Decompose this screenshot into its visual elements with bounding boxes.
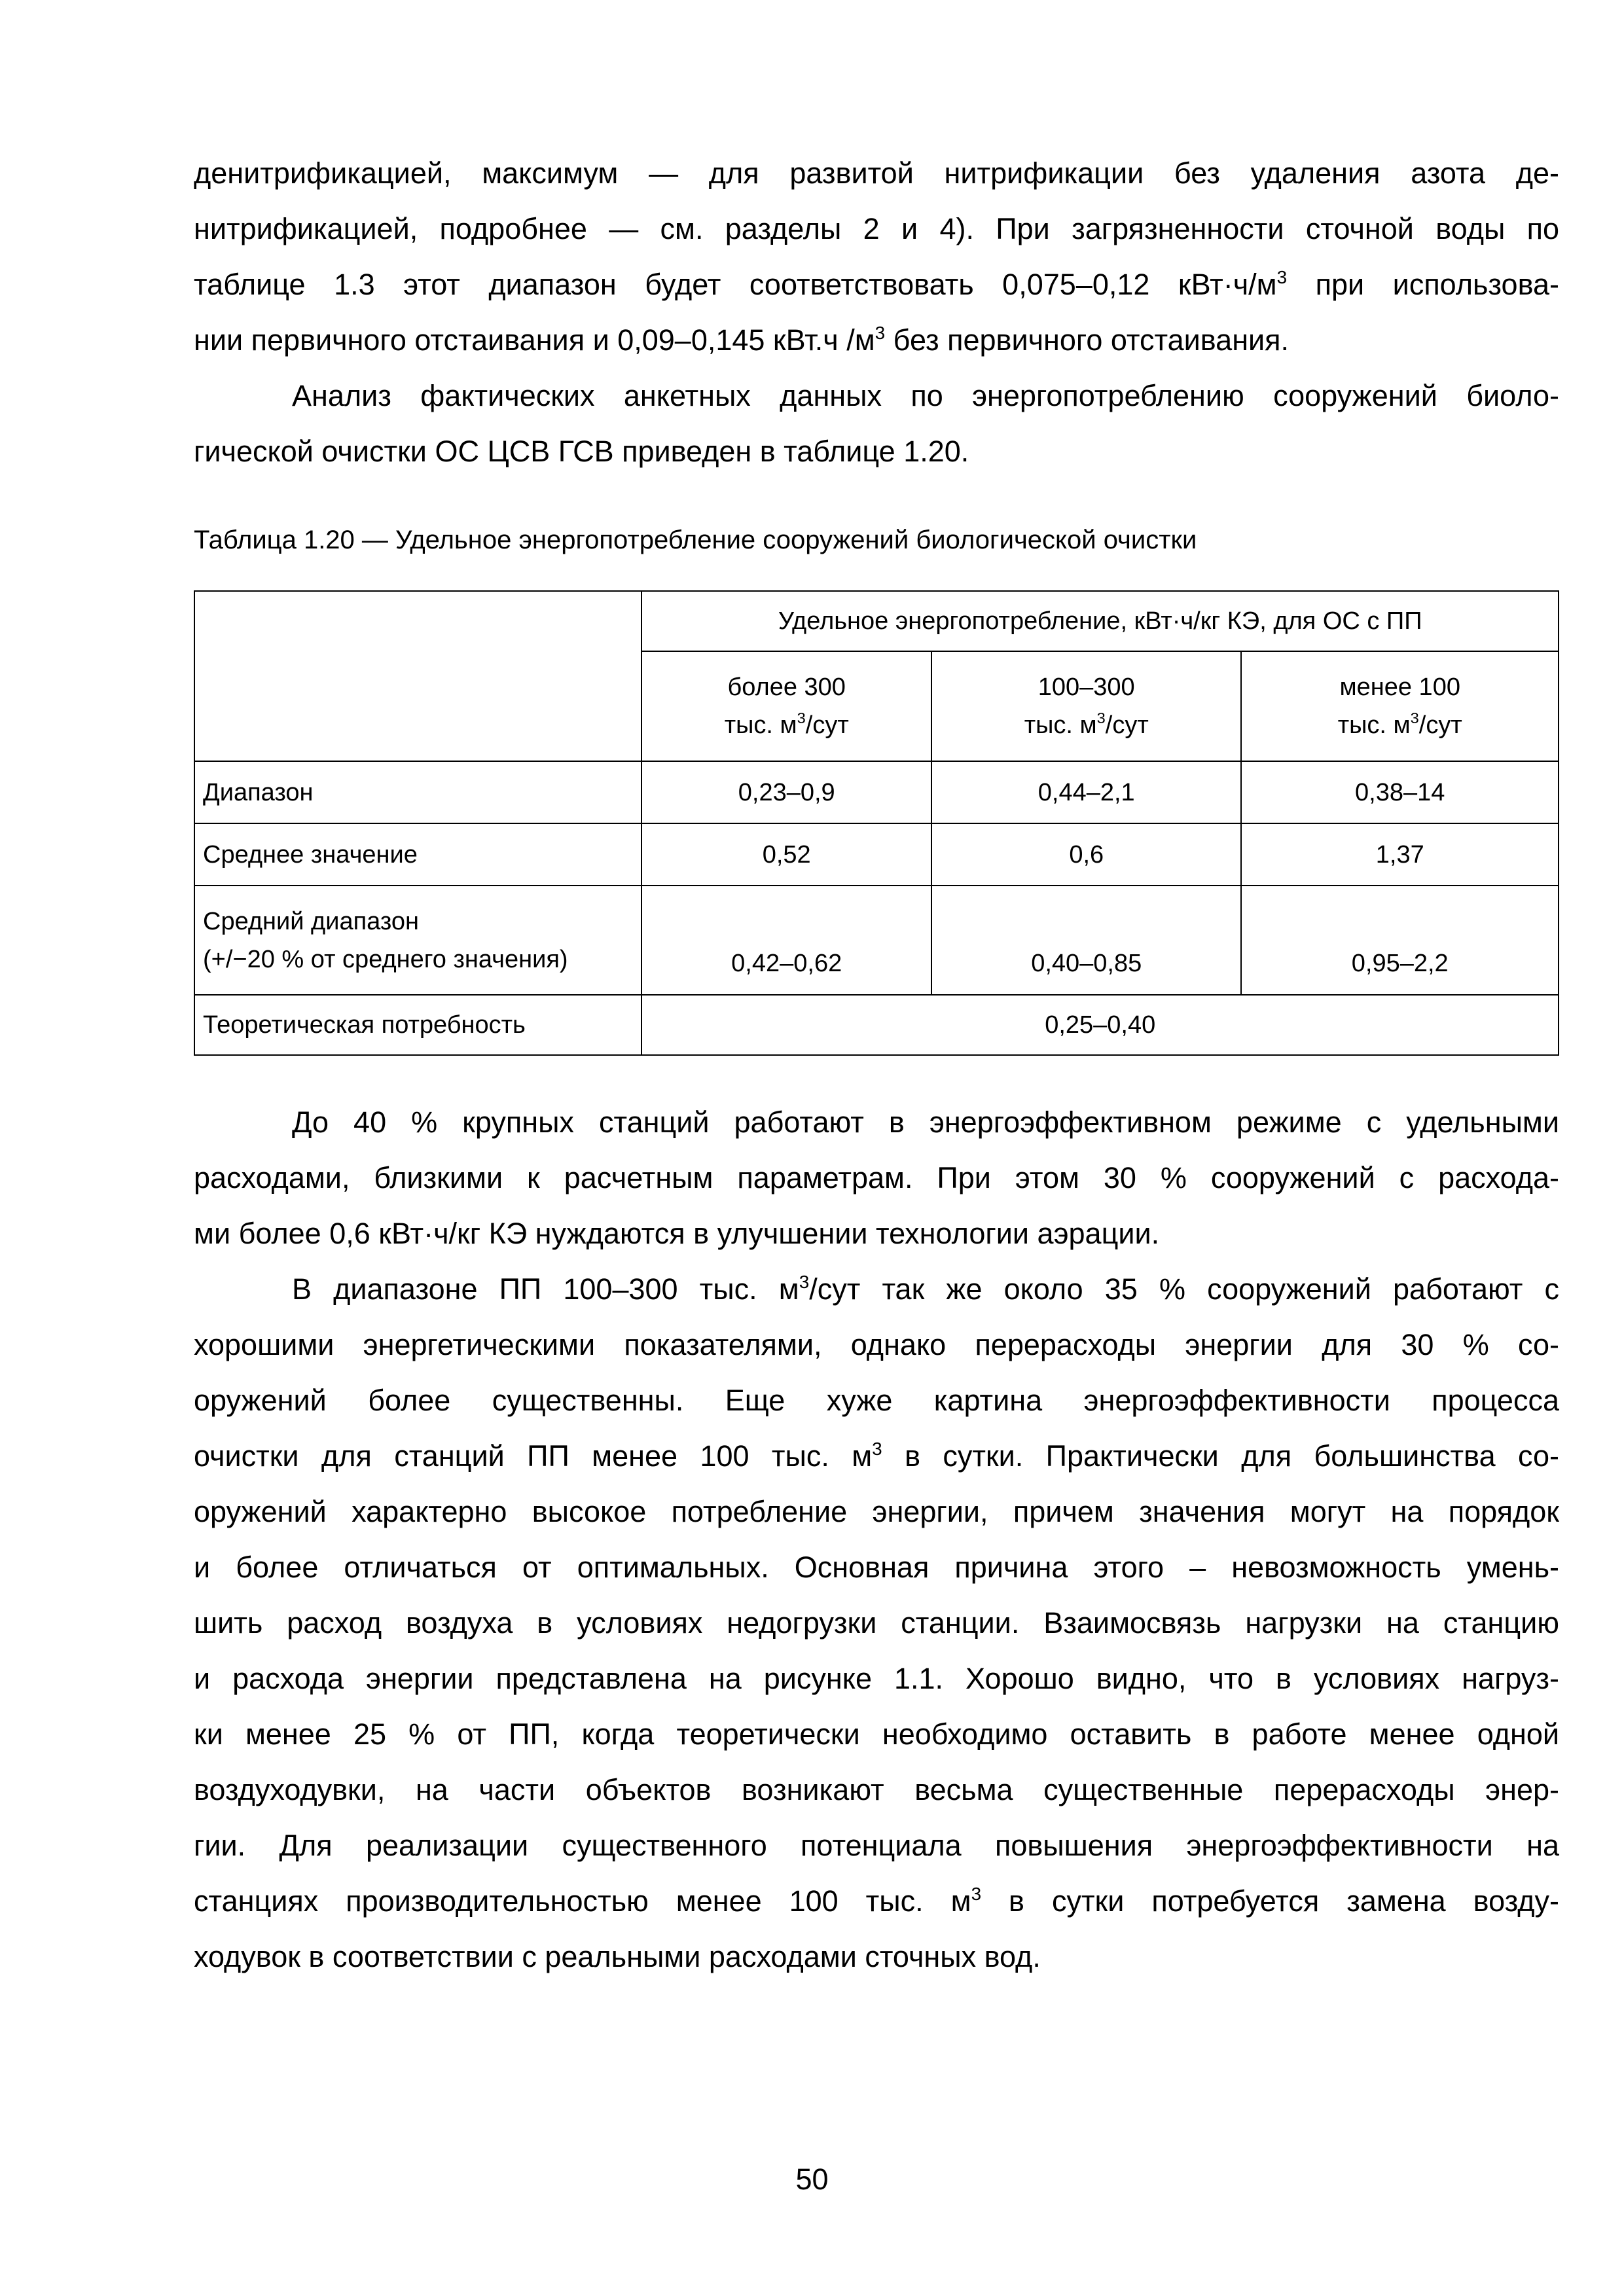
text-line: В диапазоне ПП 100–300 тыс. $м^3$/сут так же около 35 % сооружений работают с [292,1271,1560,1306]
text-line: таблице 1.3 этот диапазон будет соответствовать 0,075–0,12 $кВт\cdot ч/м^3$ при использова- [194,266,1559,301]
text-line: гической очистки ОС ЦСВ ГСВ приведен в таблице 1.20. [194,435,969,468]
table-cell: 0,25–0,40 [641,995,1559,1055]
text-line: оружений более существенны. Еще хуже картина энергоэффективности процесса [194,1384,1559,1417]
text-line: Анализ фактических анкетных данных по энергопотреблению сооружений биоло- [292,379,1559,412]
paragraph-top [194,145,1559,368]
table-cell: 0,52 [641,823,931,886]
page-number: 50 [795,2162,829,2196]
text-line: и более отличаться от оптимальных. Основная причина этого – невозможность умень- [194,1551,1559,1584]
text-line: очистки для станций ПП менее 100 тыс. $м^3$ в сутки. Практически для большинства со- [194,1438,1559,1473]
row-label: Средний диапазон (+/−20 % от среднего значения) [194,886,641,995]
paragraph-stations [194,1094,1559,1261]
text-line: хорошими энергетическими показателями, однако перерасходы энергии для 30 % со- [194,1328,1559,1361]
table-cell: 0,23–0,9 [641,761,931,823]
text-line: воздуходувки, на части объектов возникают весьма существенные перерасходы энер- [194,1773,1559,1806]
text-line: шить расход воздуха в условиях недогрузки станции. Взаимосвязь нагрузки на станцию [194,1606,1559,1640]
paragraph-analysis [194,368,1559,479]
table-row [194,823,1559,886]
superscript: 3 [799,1271,810,1292]
superscript: 3 [875,322,886,343]
table-cell: 0,6 [931,823,1241,886]
table-row [194,886,1559,995]
table-caption: Таблица 1.20 — Удельное энергопотребление сооружений биологической очистки [194,526,1197,554]
table-corner-cell [194,591,641,761]
column-header: 100–300 тыс. $м^3$/сут [931,651,1241,761]
superscript: 3 [872,1438,882,1459]
text-line: нитрификацией, подробнее — см. разделы 2 и 4). При загрязненности сточной воды по [194,212,1559,245]
energy-table [194,590,1559,1056]
table-row [194,995,1559,1055]
text-line: и расхода энергии представлена на рисунке 1.1. Хорошо видно, что в условиях нагруз- [194,1662,1559,1695]
row-label: Диапазон [194,761,641,823]
table-group-header: Удельное энергопотребление, кВт·ч/кг КЭ, для ОС с ПП [641,591,1559,651]
table-row [194,761,1559,823]
superscript: 3 [1276,266,1288,287]
text-line: ходувок в соответствии с реальными расходами сточных вод. [194,1940,1041,1973]
text-line: станциях производительностью менее 100 тыс. $м^3$ в сутки потребуется замена возду- [194,1883,1559,1918]
table-cell: 0,95–2,2 [1241,886,1559,995]
text-line: денитрификацией, максимум — для развитой нитрификации без удаления азота де- [194,156,1559,190]
table-cell: 1,37 [1241,823,1559,886]
text-line: гии. Для реализации существенного потенциала повышения энергоэффективности на [194,1829,1559,1862]
table-cell: 0,38–14 [1241,761,1559,823]
text-line: До 40 % крупных станций работают в энергоэффективном режиме с удельными [292,1105,1559,1139]
row-label: Теоретическая потребность [194,995,641,1055]
text-line: нии первичного отстаивания и 0,09–0,145 кВт.ч $/м^3$ без первичного отстаивания. [194,322,1290,357]
table-cell: 0,44–2,1 [931,761,1241,823]
text-line: расходами, близкими к расчетным параметрам. При этом 30 % сооружений с расхода- [194,1161,1559,1194]
row-label: Среднее значение [194,823,641,886]
table-cell: 0,42–0,62 [641,886,931,995]
column-header: менее 100 тыс. $м^3$/сут [1241,651,1559,761]
superscript: 3 [971,1883,982,1904]
text-line: ми более 0,6 кВт·ч/кг КЭ нуждаются в улучшении технологии аэрации. [194,1217,1160,1250]
paragraph-range [194,1261,1559,1984]
column-header: более 300 тыс. $м^3$/сут [641,651,931,761]
table-cell: 0,40–0,85 [931,886,1241,995]
text-line: оружений характерно высокое потребление энергии, причем значения могут на порядок [194,1495,1559,1528]
text-line: ки менее 25 % от ПП, когда теоретически необходимо оставить в работе менее одной [194,1717,1559,1751]
